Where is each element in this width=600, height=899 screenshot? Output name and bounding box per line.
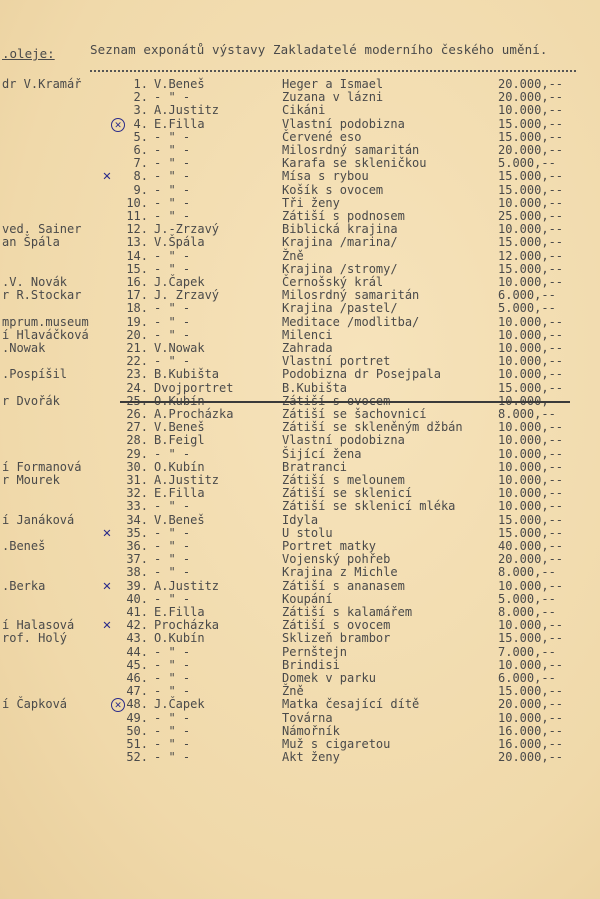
artwork-title: Zátiší se sklenicí mléka (282, 499, 456, 514)
item-number: 46. (126, 671, 148, 685)
item-number: 26. (126, 407, 148, 421)
list-item (0, 434, 600, 447)
artist-name: E.Filla (154, 486, 205, 501)
item-number: 31. (126, 473, 148, 487)
item-number: 21. (126, 341, 148, 355)
item-number: 34. (126, 512, 148, 527)
price-value: 15.000,-- (498, 380, 564, 395)
price-value: 10.000,-- (498, 222, 564, 237)
price-value: 5.000,-- (498, 301, 556, 316)
price-value: 8.000,-- (498, 407, 556, 421)
artwork-title: Koupání (282, 591, 333, 606)
artwork-title: Vlastní podobizna (282, 433, 405, 448)
artwork-title: Zátiší s ovocem (282, 393, 391, 408)
price-value: 15.000,-- (498, 116, 564, 131)
artwork-title: Milenci (282, 327, 333, 342)
artist-name: - " - (154, 314, 191, 329)
section-label: .oleje: (2, 46, 55, 61)
artist-name: - " - (154, 710, 191, 725)
artist-name: E.Filla (154, 605, 205, 619)
list-item (0, 91, 600, 104)
list-item (0, 500, 600, 513)
circled-x-mark-icon: ✕ (111, 118, 125, 132)
price-value: 10.000,-- (498, 103, 564, 118)
artwork-title: Košík s ovocem (282, 182, 384, 197)
artwork-title: Vlastní portret (282, 354, 391, 369)
x-mark-icon: ✕ (102, 617, 112, 634)
list-item (0, 619, 600, 632)
artwork-title: Šijící žena (282, 446, 362, 461)
artwork-title: B.Kubišta (282, 380, 348, 395)
artwork-title: Domek v parku (282, 671, 376, 685)
artist-name: - " - (154, 301, 191, 316)
x-mark-icon: ✕ (102, 577, 112, 594)
list-item (0, 289, 600, 302)
price-value: 15.000,-- (498, 261, 564, 276)
artwork-title: Sklizeň brambor (282, 631, 391, 646)
list-item (0, 577, 600, 594)
artwork-title: Milosrdný samaritán (282, 288, 420, 303)
list-item (0, 524, 600, 541)
list-item (0, 329, 600, 342)
artist-name: O.Kubín (154, 459, 205, 474)
list-item (0, 382, 600, 395)
owner-name: r Mourek (2, 473, 60, 487)
artist-name: - " - (154, 539, 191, 553)
artwork-title: U stolu (282, 525, 333, 540)
artist-name: - " - (154, 209, 191, 223)
price-value: 16.000,-- (498, 737, 564, 751)
price-value: 10.000,-- (498, 578, 564, 593)
item-number: 24. (126, 380, 148, 395)
artwork-title: Muž s cigaretou (282, 737, 391, 751)
item-number: 18. (126, 301, 148, 316)
artist-name: - " - (154, 90, 191, 105)
item-number: 35. (126, 525, 148, 540)
artwork-title: Zahrada (282, 341, 333, 355)
artist-name: - " - (154, 737, 191, 751)
item-number: 38. (126, 565, 148, 580)
owner-name: í Čapková (2, 697, 68, 712)
list-item (0, 170, 600, 183)
price-value: 40.000,-- (498, 539, 564, 553)
price-value: 20.000,-- (498, 90, 564, 105)
artwork-title: Tři ženy (282, 195, 340, 210)
list-item (0, 302, 600, 315)
price-value: 15.000,-- (498, 182, 564, 197)
item-number: 29. (126, 446, 148, 461)
price-value: 5.000,-- (498, 591, 556, 606)
price-value: 10.000,-- (498, 195, 564, 210)
list-item (0, 421, 600, 434)
artist-name: - " - (154, 671, 191, 685)
artwork-title: Zátiší s podnosem (282, 209, 405, 223)
owner-name: r Dvořák (2, 393, 60, 408)
artwork-title: Matka česající dítě (282, 697, 420, 712)
artwork-title: Krajina z Michle (282, 565, 398, 580)
artist-name: - " - (154, 591, 191, 606)
item-number: 48. (126, 697, 148, 712)
artwork-title: Brindisi (282, 657, 340, 672)
item-number: 23. (126, 367, 148, 382)
artist-name: - " - (154, 354, 191, 369)
title-underline (90, 70, 576, 72)
owner-name: an Špála (2, 235, 60, 250)
artwork-title: Krajina /pastel/ (282, 301, 398, 316)
artist-name: - " - (154, 552, 191, 567)
artist-name: - " - (154, 657, 191, 672)
list-item (0, 685, 600, 698)
artwork-title: Milosrdný samaritán (282, 143, 420, 157)
artist-name: - " - (154, 327, 191, 342)
artwork-title: Biblická krajina (282, 222, 398, 237)
document-title: Seznam exponátů výstavy Zakladatelé moderního českého umění. (90, 42, 548, 57)
price-value: 6.000,-- (498, 288, 556, 303)
item-number: 1. (133, 77, 148, 91)
artist-name: A.Procházka (154, 407, 234, 421)
artwork-title: Krajina /stromy/ (282, 261, 398, 276)
price-value: 15.000,-- (498, 512, 564, 527)
artist-name: A.Justitz (154, 103, 220, 118)
list-item (0, 461, 600, 474)
artist-name: V.Beneš (154, 420, 205, 435)
artwork-title: Heger a Ismael (282, 77, 384, 91)
artwork-title: Akt ženy (282, 750, 340, 765)
item-number: 11. (126, 209, 148, 223)
artwork-title: Černošský král (282, 275, 384, 289)
artwork-title: Meditace /modlitba/ (282, 314, 420, 329)
list-item (0, 236, 600, 249)
artwork-title: Podobizna dr Posejpala (282, 367, 441, 382)
artist-name: - " - (154, 129, 191, 144)
artwork-title: Námořník (282, 723, 340, 738)
artist-name: - " - (154, 644, 191, 659)
artist-name: J.Čapek (154, 697, 205, 712)
price-value: 10.000,-- (498, 420, 564, 435)
owner-name: r R.Stockar (2, 288, 82, 303)
item-number: 4. (133, 116, 148, 131)
artist-name: A.Justitz (154, 578, 220, 593)
artist-name: O.Kubín (154, 393, 205, 408)
artist-name: A.Justitz (154, 473, 220, 487)
price-value: 15.000,-- (498, 235, 564, 250)
artist-name: - " - (154, 195, 191, 210)
price-value: 20.000,-- (498, 750, 564, 765)
strikethrough-line (120, 401, 570, 403)
price-value: 10.000,-- (498, 341, 564, 355)
price-value: 10.000,-- (498, 354, 564, 369)
item-number: 33. (126, 499, 148, 514)
item-number: 47. (126, 684, 148, 699)
artwork-title: Vojenský pohřeb (282, 552, 391, 567)
artwork-title: Žně (282, 684, 304, 699)
item-number: 40. (126, 591, 148, 606)
artist-name: J.-Zrzavý (154, 222, 220, 237)
list-item (0, 250, 600, 263)
list-item (0, 553, 600, 566)
price-value: 12.000,-- (498, 248, 564, 263)
item-number: 22. (126, 354, 148, 369)
item-number: 39. (126, 578, 148, 593)
artwork-title: Cikáni (282, 103, 326, 118)
list-item (0, 646, 600, 659)
price-value: 10.000,-- (498, 393, 564, 408)
owner-name: .Nowak (2, 341, 46, 355)
price-value: 10.000,-- (498, 327, 564, 342)
item-number: 32. (126, 486, 148, 501)
list-item (0, 659, 600, 672)
item-number: 44. (126, 644, 148, 659)
price-value: 10.000,-- (498, 433, 564, 448)
list-item (0, 487, 600, 500)
x-mark-icon: ✕ (102, 168, 112, 185)
artwork-title: Idyla (282, 512, 319, 527)
price-value: 6.000,-- (498, 671, 556, 685)
price-value: 20.000,-- (498, 143, 564, 157)
item-number: 45. (126, 657, 148, 672)
artist-name: - " - (154, 248, 191, 263)
artist-name: - " - (154, 169, 191, 184)
item-number: 30. (126, 459, 148, 474)
artwork-title: Bratranci (282, 459, 348, 474)
price-value: 10.000,-- (498, 710, 564, 725)
item-number: 17. (126, 288, 148, 303)
artwork-title: Mísa s rybou (282, 169, 369, 184)
list-item (0, 184, 600, 197)
artist-name: - " - (154, 750, 191, 765)
artwork-title: Továrna (282, 710, 333, 725)
list-item (0, 725, 600, 738)
list-item (0, 157, 600, 170)
item-number: 42. (126, 618, 148, 633)
price-value: 10.000,-- (498, 367, 564, 382)
price-value: 5.000,-- (498, 156, 556, 171)
price-value: 25.000,-- (498, 209, 564, 223)
list-item (0, 316, 600, 329)
price-value: 8.000,-- (498, 605, 556, 619)
document-header (0, 40, 600, 60)
list-item (0, 566, 600, 579)
price-value: 10.000,-- (498, 275, 564, 289)
list-item (0, 355, 600, 368)
artist-name: V.Špála (154, 235, 205, 250)
price-value: 16.000,-- (498, 723, 564, 738)
artist-name: J.Čapek (154, 275, 205, 289)
item-number: 6. (133, 143, 148, 157)
list-item (0, 197, 600, 210)
artist-name: - " - (154, 143, 191, 157)
price-value: 15.000,-- (498, 169, 564, 184)
owner-name: .Pospíšil (2, 367, 68, 382)
price-value: 10.000,-- (498, 459, 564, 474)
owner-name: .Berka (2, 578, 46, 593)
list-item (0, 448, 600, 461)
artwork-title: Zátiší s ananasem (282, 578, 405, 593)
artwork-title: Zátiší s kalamářem (282, 605, 413, 619)
artist-name: V.Beneš (154, 512, 205, 527)
artist-name: J. Zrzavý (154, 288, 220, 303)
owner-name: í Hlaváčková (2, 327, 89, 342)
x-mark-icon: ✕ (102, 524, 112, 541)
item-number: 20. (126, 327, 148, 342)
artwork-title: Zuzana v lázni (282, 90, 384, 105)
price-value: 10.000,-- (498, 657, 564, 672)
item-number: 25. (126, 393, 148, 408)
owner-name: mprum.museum (2, 314, 89, 329)
circled-x-mark-icon: ✕ (111, 698, 125, 712)
artist-name: - " - (154, 156, 191, 171)
owner-name: í Janáková (2, 512, 75, 527)
price-value: 20.000,-- (498, 77, 564, 91)
list-item (0, 712, 600, 725)
owner-name: .V. Novák (2, 275, 68, 289)
price-value: 8.000,-- (498, 565, 556, 580)
item-number: 7. (133, 156, 148, 171)
item-number: 5. (133, 129, 148, 144)
artist-name: - " - (154, 261, 191, 276)
artist-name: B.Feigl (154, 433, 205, 448)
item-number: 10. (126, 195, 148, 210)
price-value: 15.000,-- (498, 525, 564, 540)
item-number: 49. (126, 710, 148, 725)
item-number: 50. (126, 723, 148, 738)
artwork-title: Zátiší s ovocem (282, 618, 391, 633)
price-value: 10.000,-- (498, 314, 564, 329)
artist-name: - " - (154, 565, 191, 580)
owner-name: í Formanová (2, 459, 82, 474)
artist-name: - " - (154, 446, 191, 461)
list-item (0, 104, 600, 117)
artwork-title: Vlastní podobizna (282, 116, 405, 131)
owner-name: rof. Holý (2, 631, 68, 646)
owner-name: dr V.Kramář (2, 77, 82, 91)
item-number: 51. (126, 737, 148, 751)
artwork-title: Červené eso (282, 129, 362, 144)
artwork-title: Pernštejn (282, 644, 348, 659)
item-number: 37. (126, 552, 148, 567)
item-number: 3. (133, 103, 148, 118)
owner-name: .Beneš (2, 539, 46, 553)
artist-name: O.Kubín (154, 631, 205, 646)
artist-name: Dvojportret (154, 380, 234, 395)
list-item (0, 751, 600, 764)
price-value: 20.000,-- (498, 552, 564, 567)
price-value: 15.000,-- (498, 129, 564, 144)
item-number: 9. (133, 182, 148, 197)
item-number: 12. (126, 222, 148, 237)
artist-name: - " - (154, 182, 191, 197)
price-value: 10.000,-- (498, 618, 564, 633)
list-item (0, 263, 600, 276)
price-value: 15.000,-- (498, 684, 564, 699)
item-number: 15. (126, 261, 148, 276)
owner-name: í Halasová (2, 618, 75, 633)
list-item (0, 593, 600, 606)
list-item (0, 368, 600, 381)
price-value: 15.000,-- (498, 631, 564, 646)
price-value: 10.000,-- (498, 473, 564, 487)
artwork-title: Zátiší se sklenicí (282, 486, 413, 501)
artist-name: B.Kubišta (154, 367, 220, 382)
artist-name: - " - (154, 499, 191, 514)
artwork-title: Karafa se skleničkou (282, 156, 427, 171)
artwork-title: Žně (282, 248, 304, 263)
item-number: 14. (126, 248, 148, 263)
artwork-title: Portret matky (282, 539, 376, 553)
list-item (0, 395, 600, 408)
list-item (0, 223, 600, 236)
artwork-title: Zátiší s melounem (282, 473, 405, 487)
list-item (0, 118, 600, 131)
item-number: 8. (133, 169, 148, 184)
artist-name: - " - (154, 723, 191, 738)
item-number: 28. (126, 433, 148, 448)
price-value: 10.000,-- (498, 446, 564, 461)
artist-name: E.Filla (154, 116, 205, 131)
artwork-title: Zátiší se šachovnicí (282, 407, 427, 421)
list-item (0, 514, 600, 527)
owner-name: ved. Sainer (2, 222, 82, 237)
artist-name: V.Beneš (154, 77, 205, 91)
item-number: 13. (126, 235, 148, 250)
list-item (0, 131, 600, 144)
artist-name: Procházka (154, 618, 220, 633)
artist-name: - " - (154, 684, 191, 699)
price-value: 10.000,-- (498, 499, 564, 514)
item-number: 16. (126, 275, 148, 289)
artist-name: - " - (154, 525, 191, 540)
price-value: 7.000,-- (498, 644, 556, 659)
item-number: 27. (126, 420, 148, 435)
list-item (0, 632, 600, 645)
item-number: 19. (126, 314, 148, 329)
artwork-title: Krajina /marina/ (282, 235, 398, 250)
price-value: 20.000,-- (498, 697, 564, 712)
item-number: 2. (133, 90, 148, 105)
price-value: 10.000,-- (498, 486, 564, 501)
item-number: 36. (126, 539, 148, 553)
artwork-title: Zátiší se skleněným džbán (282, 420, 463, 435)
item-number: 41. (126, 605, 148, 619)
item-number: 43. (126, 631, 148, 646)
item-number: 52. (126, 750, 148, 765)
list-item (0, 698, 600, 711)
artist-name: V.Nowak (154, 341, 205, 355)
